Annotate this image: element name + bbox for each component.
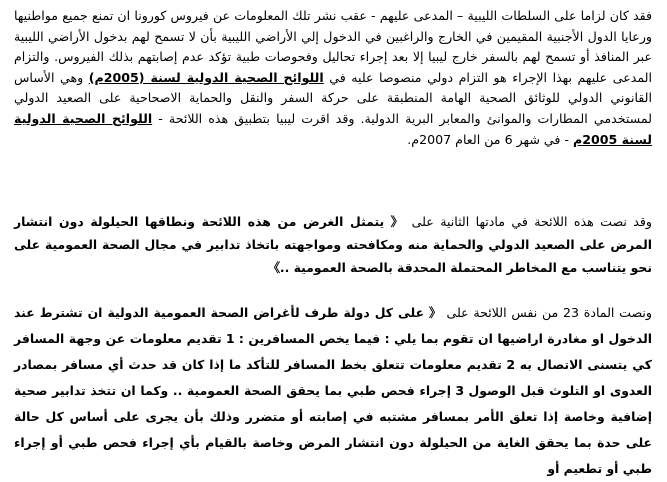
paragraph-2-intro: وقد نصت هذه اللائحة في مادتها الثانية على	[411, 214, 652, 229]
article-23-quote-part-1: 《 على كل دولة طرف لأغراض الصحة العمومية الدولية ان تشترط عند الدخول او مغادرة اراضيها ان تقوم بما يلي : فيما يخص المسافرين :	[14, 305, 652, 346]
paragraph-1	[14, 6, 652, 150]
article-23-quote-part-2: تقديم معلومات عن وجهة المسافر كي يتسنى الاتصال به	[14, 331, 652, 372]
article-2-quote: 《 يتمثل الغرض من هذه اللائحة ونطاقها الحيلولة دون انتشار المرض على الصعيد الدولي والحماية منه ومكافحته ومواجهته باتخاذ تدابير في مجال الصحة العمومية على نحو يتناسب مع المخاطر المحتملة المحدقة بالصحة العمومية ..》	[14, 214, 652, 275]
regulations-name-underlined: اللوائح الصحية الدولية لسنة 2005م	[14, 110, 652, 147]
paragraph-3-intro: ونصت المادة 23 من نفس اللائحة على	[446, 305, 652, 320]
item-number-2: 2	[506, 357, 516, 372]
item-number-3: 3	[455, 383, 465, 398]
paragraph-1-text-b: وهي الأساس القانوني الدولي للوثائق الصحية الهامة المنطبقة على حركة السفر والنقل والحماية الاصحاحية على الصعيد الدولي لمستخدمي المطارات والموانئ والمعابر البرية الدولية. وقد اقرت ليبيا بتطبيق هذه اللائحة -	[14, 69, 652, 126]
article-23-quote-part-4: إجراء فحص طبي بما يحقق الصحة العمومية .. وكما ان تتخذ تدابير صحية إضافية وخاصة إذا تعلق الأمر بمسافر مشتبه في إصابته أو متضرر وذلك بأن يجرى على أساس كل حالة على حدة بما يحقق الغاية من الحيلولة دون انتشار المرض وخاصة بالقيام بأي إجراء فحص طبي أو إجراء طبي أو تطعيم أو	[14, 383, 652, 476]
paragraph-1-text-c: - في شهر 6 من العام 2007م.	[407, 131, 569, 147]
regulations-link-underlined: اللوائح الصحية الدولية لسنة (2005م)	[88, 69, 324, 85]
article-23-quote-part-3: تقديم معلومات تتعلق بخط المسافر للتأكد ما إذا كان قد حدث أي مسافر بمصادر العدوى او التلوث قبل الوصول	[14, 357, 652, 398]
paragraph-2	[14, 210, 652, 279]
paragraph-1-text-a: فقد كان لزاما على السلطات الليبية – المدعى عليهم - عقب نشر تلك المعلومات عن فيروس كورونا ان تمنع جميع مواطنيها ورعايا الدول الأجنبية المقيمين في الخارج والراغبين في الدخول إلي الأراضي الليبية بأن لا تسمح لهم بدخول الأراضي الليبية عبر المنافذ أو تسمح لهم بالسفر خارج ليبيا إلا بعد إجراء تحاليل وفحوصات طبية تؤكد عدم إصابتهم بذلك الفيروس. والتزام المدعى عليهم بهذا الإجراء هو التزام دولي منصوصا عليه في	[14, 8, 652, 85]
item-number-1: 1	[225, 331, 235, 346]
paragraph-3	[14, 300, 652, 482]
